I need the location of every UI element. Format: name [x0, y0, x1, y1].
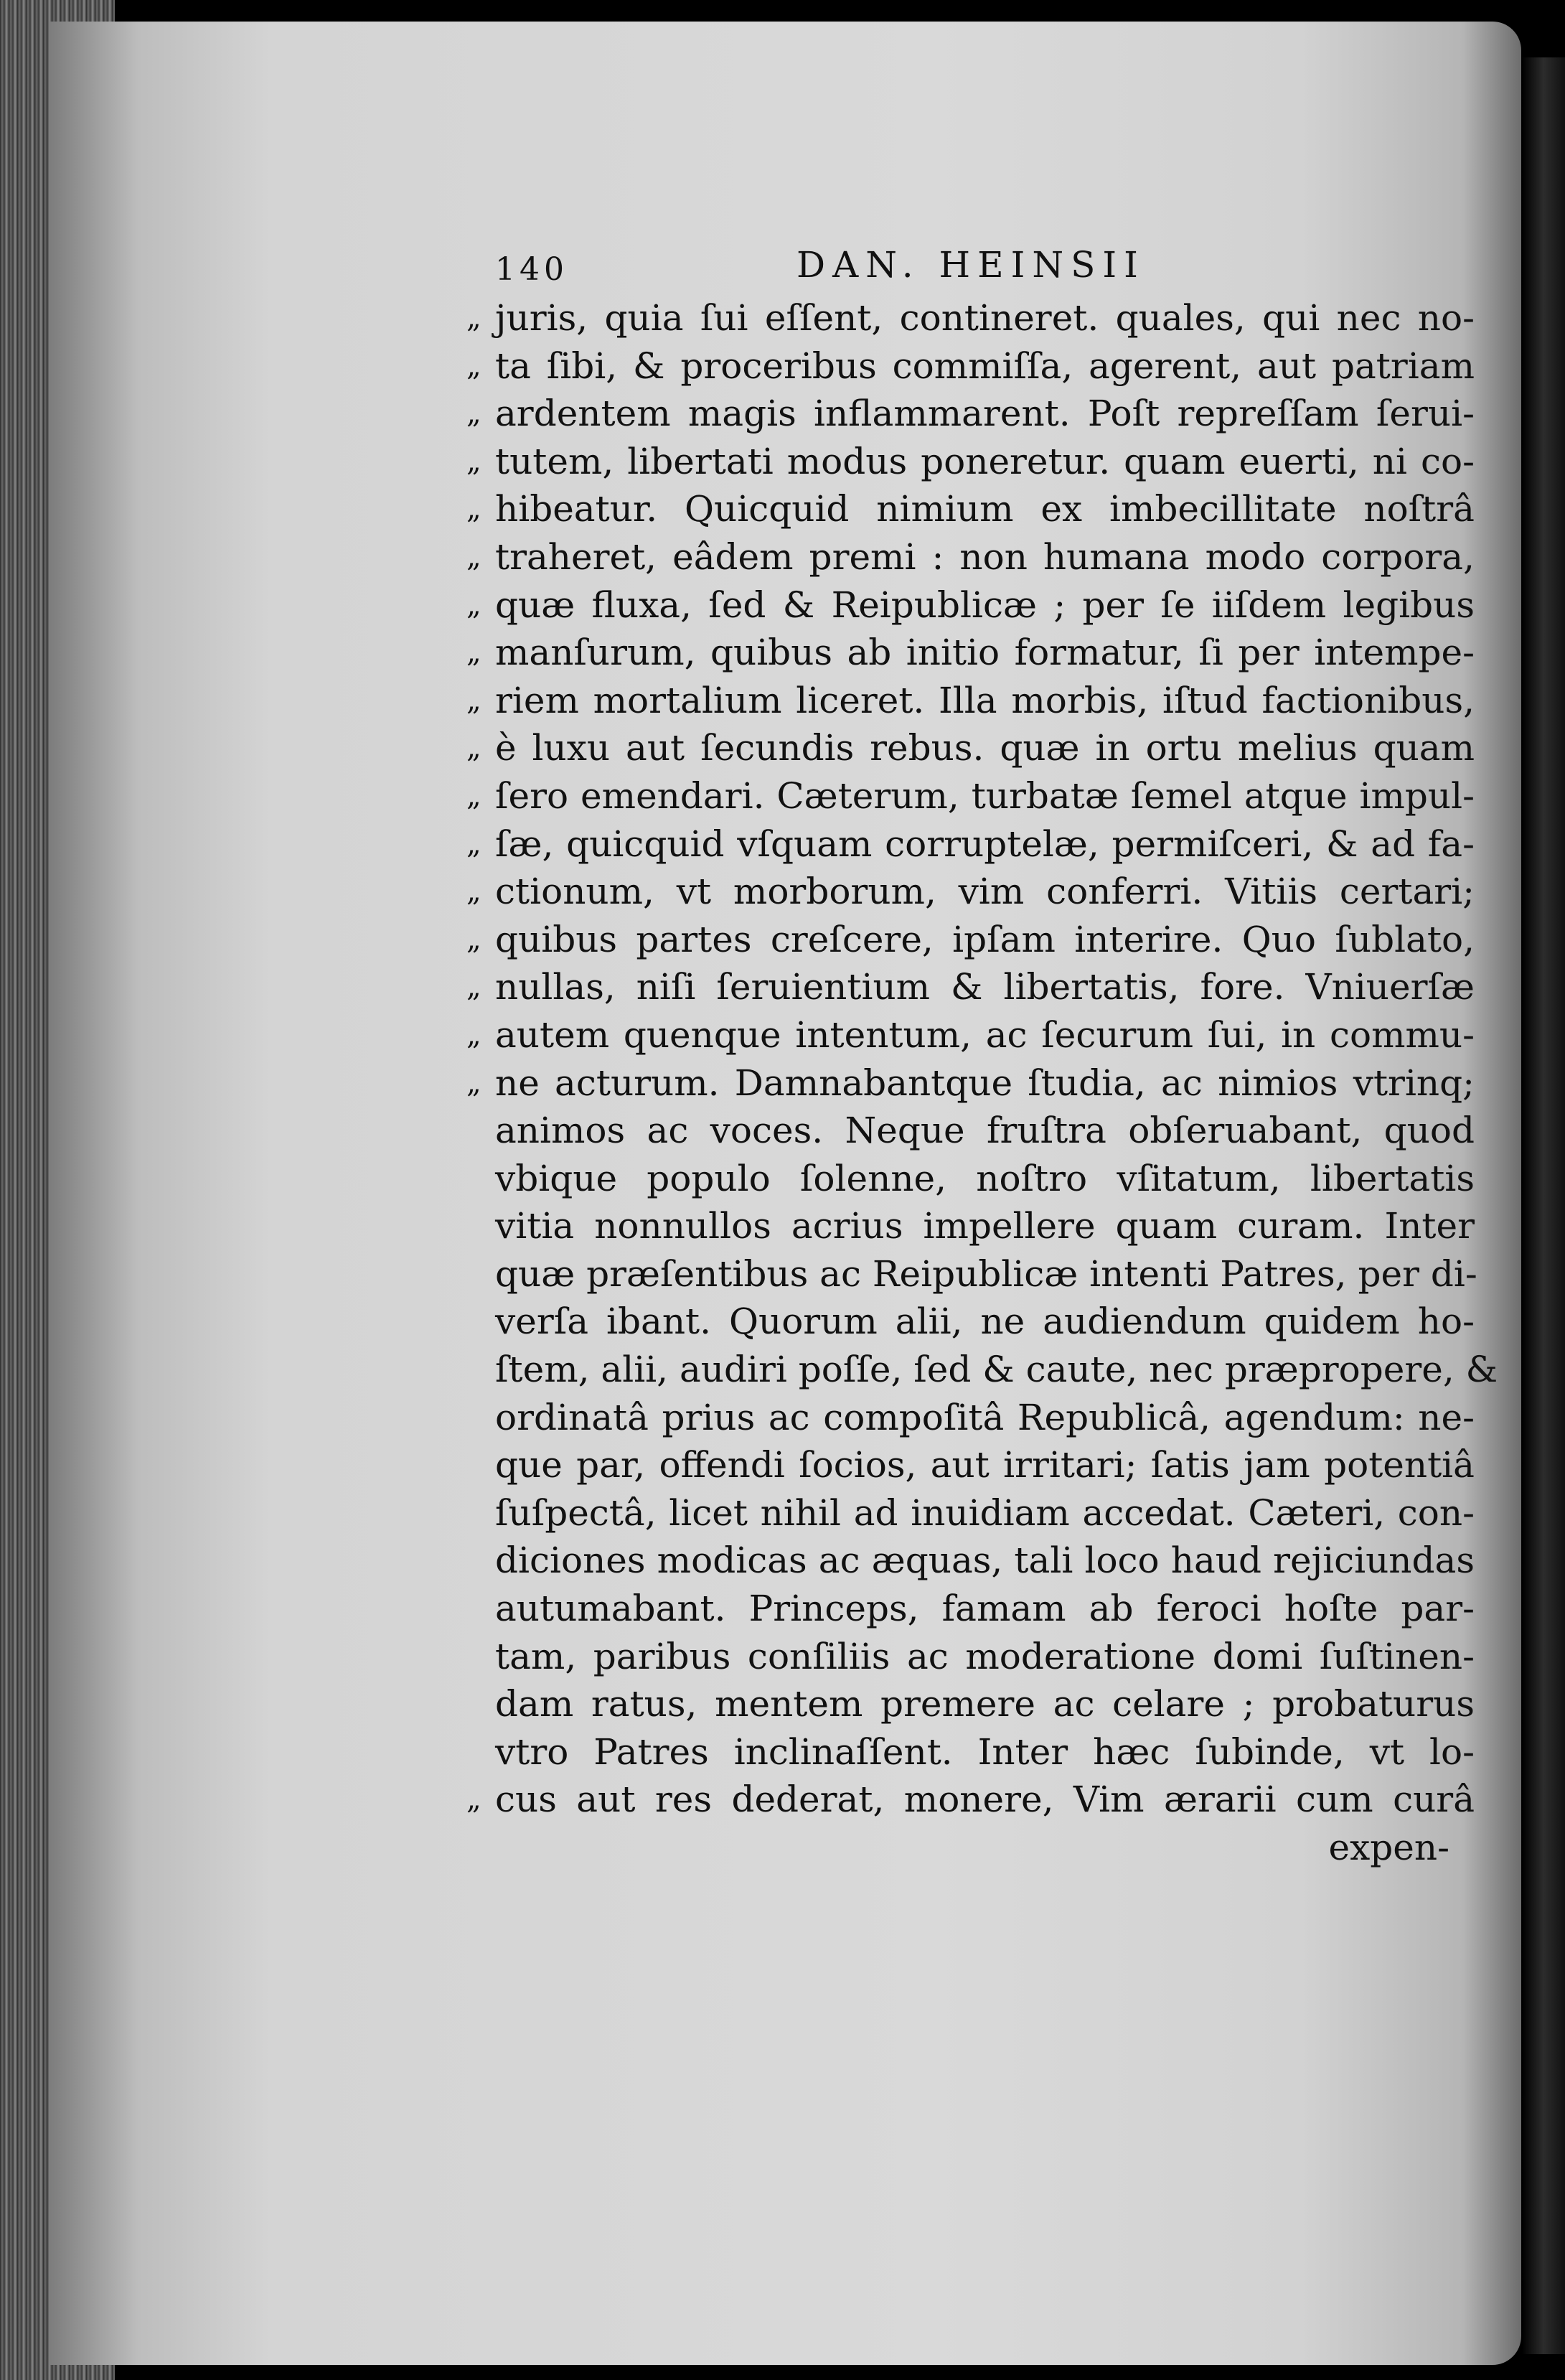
- line-text: ta ſibi, & proceribus commiſſa, agerent, aut patriam: [495, 345, 1475, 387]
- text-line: [431, 342, 1475, 390]
- line-text: vbique populo ſolenne, noſtro vſitatum, libertatis: [495, 1157, 1475, 1199]
- text-line: [431, 1346, 1498, 1394]
- text-line: [431, 294, 1475, 342]
- line-text: nullas, niſi ſeruientium & libertatis, fore. Vniuerſæ: [495, 966, 1475, 1008]
- text-line: [431, 1202, 1475, 1250]
- page-header: [431, 237, 1471, 294]
- line-text: ſuſpectâ, licet nihil ad inuidiam accedat. Cæteri, con-: [495, 1491, 1475, 1534]
- line-text: vtro Patres inclinaſſent. Inter hæc ſubinde, vt lo-: [495, 1730, 1475, 1773]
- text-line: [431, 1011, 1475, 1059]
- quote-marker: „: [466, 683, 481, 717]
- text-line: [431, 581, 1475, 629]
- line-text: manſurum, quibus ab initio formatur, ſi per intempe-: [495, 632, 1475, 674]
- right-page-edge: [1522, 57, 1565, 2354]
- quote-marker: „: [466, 588, 481, 622]
- line-text: ſtem, alii, audiri poſſe, ſed & caute, nec præpropere, &: [495, 1349, 1498, 1391]
- line-text: ctionum, vt morborum, vim conferri. Vitiis certari;: [495, 871, 1475, 913]
- text-line: [431, 916, 1475, 964]
- text-line: [431, 1728, 1475, 1776]
- text-line: [431, 1250, 1477, 1298]
- quote-marker: „: [466, 875, 481, 909]
- text-line: [431, 1489, 1475, 1537]
- text-line: [431, 963, 1475, 1011]
- line-text: dam ratus, mentem premere ac celare ; probaturus: [495, 1683, 1475, 1725]
- line-text: juris, quia ſui eſſent, contineret. quales, qui nec no-: [495, 297, 1475, 339]
- text-line: [431, 1680, 1475, 1728]
- text-line: [431, 1585, 1475, 1633]
- text-line: [431, 868, 1475, 916]
- text-line: [431, 1776, 1475, 1824]
- line-text: quæ fluxa, ſed & Reipublicæ ; per ſe iiſdem legibus: [495, 584, 1475, 626]
- running-head: DAN. HEINSII: [796, 244, 1145, 286]
- catchword: expen-: [1328, 1827, 1449, 1868]
- line-text: verſa ibant. Quorum alii, ne audiendum quidem ho-: [495, 1301, 1475, 1343]
- line-text: tutem, libertati modus poneretur. quam euerti, ni co-: [495, 440, 1475, 482]
- text-line: [431, 820, 1475, 868]
- quote-marker: „: [466, 540, 481, 573]
- line-text: ſero emendari. Cæterum, turbatæ ſemel atque impul-: [495, 774, 1475, 817]
- quote-marker: „: [466, 1783, 481, 1817]
- line-text: ne acturum. Damnabantque ſtudia, ac nimios vtrinq;: [495, 1062, 1475, 1104]
- quote-marker: „: [466, 349, 481, 383]
- quote-marker: „: [466, 1018, 481, 1051]
- text-line: [431, 1298, 1475, 1346]
- line-text: riem mortalium liceret. Illa morbis, iſtud factionibus,: [495, 679, 1475, 721]
- text-line: [431, 533, 1475, 581]
- line-text: è luxu aut ſecundis rebus. quæ in ortu melius quam: [495, 727, 1475, 769]
- text-line: [431, 485, 1475, 533]
- text-line: [431, 724, 1475, 772]
- page-number: 140: [495, 251, 568, 288]
- quote-marker: „: [466, 301, 481, 334]
- text-line: [431, 1441, 1475, 1489]
- line-text: ardentem magis inflammarent. Poſt repreſſam ſerui-: [495, 393, 1475, 435]
- quote-marker: „: [466, 922, 481, 956]
- quote-marker: „: [466, 444, 481, 478]
- text-line: [431, 677, 1475, 725]
- text-line: [431, 1394, 1475, 1442]
- line-text: tam, paribus conſiliis ac moderatione domi ſuſtinen-: [495, 1635, 1475, 1677]
- text-block: [431, 237, 1498, 1872]
- text-line: [431, 1537, 1475, 1585]
- quote-marker: „: [466, 636, 481, 670]
- line-text: animos ac voces. Neque fruſtra obſeruabant, quod: [495, 1110, 1475, 1152]
- text-line: [431, 629, 1475, 677]
- line-text: quibus partes creſcere, ipſam interire. Quo ſublato,: [495, 918, 1475, 960]
- line-text: vitia nonnullos acrius impellere quam curam. Inter: [495, 1205, 1475, 1247]
- text-line: [431, 1107, 1475, 1155]
- line-text: ordinatâ prius ac compoſitâ Republicâ, agendum: ne-: [495, 1396, 1475, 1438]
- quote-marker: „: [466, 827, 481, 861]
- line-text: hibeatur. Quicquid nimium ex imbecillitate noſtrâ: [495, 488, 1475, 530]
- text-line: [431, 390, 1475, 438]
- text-line: [431, 772, 1475, 820]
- line-text: diciones modicas ac æquas, tali loco haud rejiciundas: [495, 1540, 1475, 1582]
- quote-marker: „: [466, 731, 481, 765]
- line-text: autem quenque intentum, ac ſecurum ſui, in commu-: [495, 1013, 1475, 1056]
- quote-marker: „: [466, 779, 481, 812]
- quote-marker: „: [466, 970, 481, 1004]
- text-line: [431, 1059, 1475, 1107]
- text-line: [431, 1155, 1475, 1203]
- line-text: ſæ, quicquid vſquam corruptelæ, permiſceri, & ad fa-: [495, 823, 1475, 865]
- quote-marker: „: [466, 492, 481, 526]
- line-text: autumabant. Princeps, famam ab feroci hoſte par-: [495, 1588, 1475, 1630]
- line-text: traheret, eâdem premi : non humana modo corpora,: [495, 535, 1475, 578]
- text-line: [431, 438, 1475, 486]
- quote-marker: „: [466, 397, 481, 431]
- line-text: cus aut res dederat, monere, Vim ærarii cum curâ: [495, 1779, 1475, 1821]
- line-text: quæ præſentibus ac Reipublicæ intenti Patres, per di-: [495, 1252, 1477, 1295]
- quote-marker: „: [466, 1066, 481, 1100]
- text-line: [431, 1633, 1475, 1681]
- line-text: que par, offendi ſocios, aut irritari; ſatis jam potentiâ: [495, 1444, 1475, 1486]
